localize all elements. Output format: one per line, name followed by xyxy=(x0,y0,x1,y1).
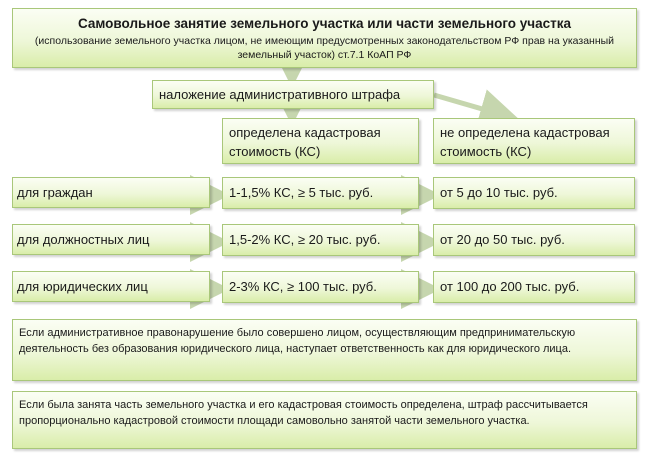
cell-citizens-undefined: от 5 до 10 тыс. руб. xyxy=(433,177,635,209)
row-label-officials: для должностных лиц xyxy=(12,224,210,255)
cell-citizens-defined: 1-1,5% КС, ≥ 5 тыс. руб. xyxy=(222,177,419,209)
note-partial-plot: Если была занята часть земельного участка и его кадастровая стоимость определена, штраф рассчитывается пропорционально кадастровой стоимости площади самовольно занятой части земельного участка. xyxy=(12,391,637,449)
cell-legal-entities-undefined: от 100 до 200 тыс. руб. xyxy=(433,271,635,303)
column-header-defined: определена кадастровая стоимость (КС) xyxy=(222,118,419,164)
cell-officials-undefined: от 20 до 50 тыс. руб. xyxy=(433,224,635,256)
column-header-undefined: не определена кадастровая стоимость (КС) xyxy=(433,118,635,164)
diagram-subtitle: (использование земельного участка лицом, не имеющим предусмотренных законодательством РФ прав на указанный земельный участок) ст.7.1 КоАП РФ xyxy=(34,35,615,61)
diagram-title: Самовольное занятие земельного участка или части земельного участка xyxy=(77,16,572,31)
penalty-box: наложение административного штрафа xyxy=(152,80,434,109)
row-label-citizens: для граждан xyxy=(12,177,210,208)
cell-officials-defined: 1,5-2% КС, ≥ 20 тыс. руб. xyxy=(222,224,419,256)
cell-legal-entities-defined: 2-3% КС, ≥ 100 тыс. руб. xyxy=(222,271,419,303)
note-entrepreneur: Если административное правонарушение было совершено лицом, осуществляющим предпринимательскую деятельность без образования юридического лица, наступает ответственность как для юридического лица. xyxy=(12,319,637,381)
row-label-legal-entities: для юридических лиц xyxy=(12,271,210,302)
title-box xyxy=(12,8,637,68)
connector-fine-to-undefined xyxy=(434,95,510,117)
